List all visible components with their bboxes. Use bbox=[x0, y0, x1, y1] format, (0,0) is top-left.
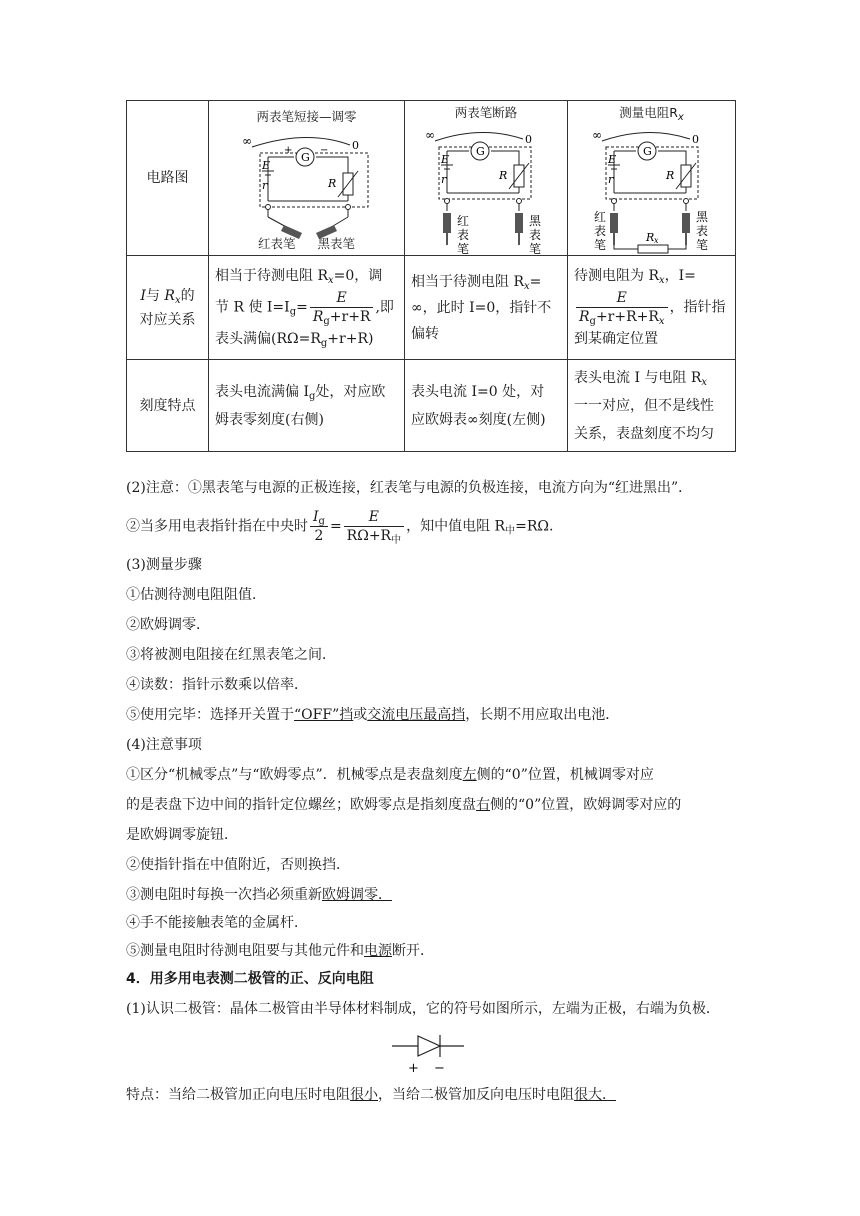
minus-label: − bbox=[319, 145, 328, 156]
table-row bbox=[127, 256, 736, 360]
black-probe-char: 笔 bbox=[695, 238, 708, 252]
caution-2: ②使指针指在中值附近，否则换挡． bbox=[126, 857, 350, 873]
black-probe-char: 表 bbox=[695, 224, 708, 238]
r-small-label: r bbox=[261, 179, 267, 192]
row-label-scale: 刻度特点 bbox=[127, 360, 209, 452]
red-probe-char: 红 bbox=[457, 214, 470, 228]
section-4-title: (4)注意事项 bbox=[126, 737, 202, 753]
plus-label: + bbox=[283, 145, 292, 156]
inf-label: ∞ bbox=[241, 134, 252, 148]
zero-label: 0 bbox=[525, 133, 532, 146]
scale-open: 表头电流 I=0 处，对 应欧姆表∞刻度(左侧) bbox=[405, 360, 568, 452]
row-label-circuit: 电路图 bbox=[127, 101, 209, 256]
circuit-short-zero bbox=[209, 101, 405, 256]
table-row bbox=[127, 360, 736, 452]
inf-label: ∞ bbox=[425, 128, 435, 142]
r-big-label: R bbox=[499, 169, 508, 182]
relation-open: 相当于待测电阻 $R_x=$ ∞，此时 I=0，指针不 偏转 bbox=[405, 256, 568, 360]
caution-4: ④手不能接触表笔的金属杆． bbox=[126, 915, 308, 931]
step-5: ⑤使用完毕：选择开关置于“OFF”挡或交流电压最高挡，长期不用应取出电池． bbox=[126, 707, 620, 723]
inf-label: ∞ bbox=[591, 128, 602, 142]
relation-short: 相当于待测电阻 $R_x=0$，调 节 R 使 $I=I_g=$ $\frac{E}{R_g+r+R}$ ,即 表头满偏$(R\Omega=R_g+r+R)$ bbox=[209, 256, 405, 360]
diode-plus-label: + bbox=[408, 1061, 419, 1076]
black-probe-char: 表 bbox=[529, 228, 542, 242]
caution-1-line1: ①区分“机械零点”与“欧姆零点”．机械零点是表盘刻度左侧的“0”位置，机械调零对应 bbox=[126, 767, 654, 783]
scale-measure: 表头电流 I 与电阻 $R_x$ 一一对应，但不是线性 关系，表盘刻度不均匀 bbox=[568, 360, 736, 452]
emf-label: E bbox=[607, 153, 616, 166]
ohmmeter-table bbox=[126, 100, 736, 452]
caution-5: ⑤测量电阻时待测电阻要与其他元件和电源断开． bbox=[126, 943, 434, 959]
circuit-measure-rx bbox=[568, 101, 736, 256]
circuit-title-3: 测量电阻$R_x$ bbox=[619, 105, 684, 123]
rx-sub: x bbox=[653, 236, 659, 245]
fraction: $\frac{E}{R_g+r+R}$ bbox=[310, 289, 374, 326]
step-2: ②欧姆调零． bbox=[126, 617, 210, 633]
step-4: ④读数：指针示数乘以倍率． bbox=[126, 677, 308, 693]
fraction: $\frac{E}{R_g+r+R+R_x}$ bbox=[576, 289, 668, 326]
caution-1-line2: 的是表盘下边中间的指针定位螺丝；欧姆零点是指刻度盘右侧的“0”位置，欧姆调零对应的 bbox=[126, 797, 682, 813]
emf-label: E bbox=[441, 153, 450, 166]
caution-1-line3: 是欧姆调零旋钮． bbox=[126, 827, 238, 843]
red-probe-char: 笔 bbox=[457, 242, 470, 255]
circuit-title-1: 两表笔短接—调零 bbox=[256, 109, 357, 124]
red-probe-char: 笔 bbox=[593, 238, 606, 252]
section-3-title: (3)测量步骤 bbox=[126, 557, 202, 573]
relation-measure: 待测电阻为 $R_x$，I= $\frac{E}{R_g+r+R+R_x}$ ，指针指 到某确定位置 bbox=[568, 256, 736, 360]
red-probe-char: 红 bbox=[593, 210, 606, 224]
zero-label: 0 bbox=[351, 139, 359, 152]
note-2: (2)注意：①黑表笔与电源的正极连接，红表笔与电源的负极连接，电流方向为“红进黑出”． bbox=[126, 480, 693, 496]
diode-intro: (1)认识二极管：晶体二极管由半导体材料制成，它的符号如图所示，左端为正极，右端为负极． bbox=[126, 1001, 720, 1017]
heading-diode: 4．用多用电表测二极管的正、反向电阻 bbox=[126, 971, 374, 987]
table-row bbox=[127, 101, 736, 256]
circuit-diagram-measure bbox=[572, 121, 732, 255]
scale-short: 表头电流满偏 $I_g$处，对应欧 姆表零刻度(右侧) bbox=[209, 360, 405, 452]
step-3: ③将被测电阻接在红黑表笔之间． bbox=[126, 647, 336, 663]
diode-feature: 特点：当给二极管加正向电压时电阻很小，当给二极管加反向电压时电阻很大． bbox=[126, 1087, 616, 1103]
diode-symbol bbox=[388, 1030, 468, 1076]
circuit-diagram-open bbox=[411, 121, 561, 255]
r-small-label: r bbox=[607, 173, 613, 186]
galvanometer-label: G bbox=[642, 145, 652, 158]
black-probe-label: 黑表笔 bbox=[317, 236, 355, 251]
emf-label: E bbox=[261, 159, 270, 172]
galvanometer-label: G bbox=[476, 145, 485, 158]
diode-minus-label: − bbox=[434, 1061, 445, 1076]
row-label-relation: I与 $R_x$的 对应关系 bbox=[127, 256, 209, 360]
rx-label: R bbox=[645, 231, 654, 244]
note-mid-value: ②当多用电表指针指在中央时 $\frac{I_g}{2}$ = $\frac{E}{R\Omega+R_中}$ ，知中值电阻 $R_中=R\Omega$. bbox=[126, 509, 554, 546]
r-small-label: r bbox=[441, 173, 447, 186]
red-probe-char: 表 bbox=[457, 228, 470, 242]
circuit-title-2: 两表笔断路 bbox=[454, 105, 518, 120]
black-probe-char: 黑 bbox=[695, 210, 708, 224]
circuit-diagram-short bbox=[212, 125, 402, 243]
step-1: ①估测待测电阻阻值． bbox=[126, 587, 266, 603]
black-probe-char: 笔 bbox=[529, 242, 542, 255]
zero-label: 0 bbox=[691, 133, 699, 146]
red-probe-char: 表 bbox=[593, 224, 606, 238]
galvanometer-label: G bbox=[300, 151, 310, 164]
red-probe-label: 红表笔 bbox=[257, 236, 296, 251]
r-big-label: R bbox=[665, 169, 674, 182]
caution-3: ③测电阻时每换一次挡必须重新欧姆调零． bbox=[126, 887, 392, 903]
circuit-open bbox=[405, 101, 568, 256]
black-probe-char: 黑 bbox=[529, 214, 542, 228]
r-big-label: R bbox=[327, 177, 336, 190]
